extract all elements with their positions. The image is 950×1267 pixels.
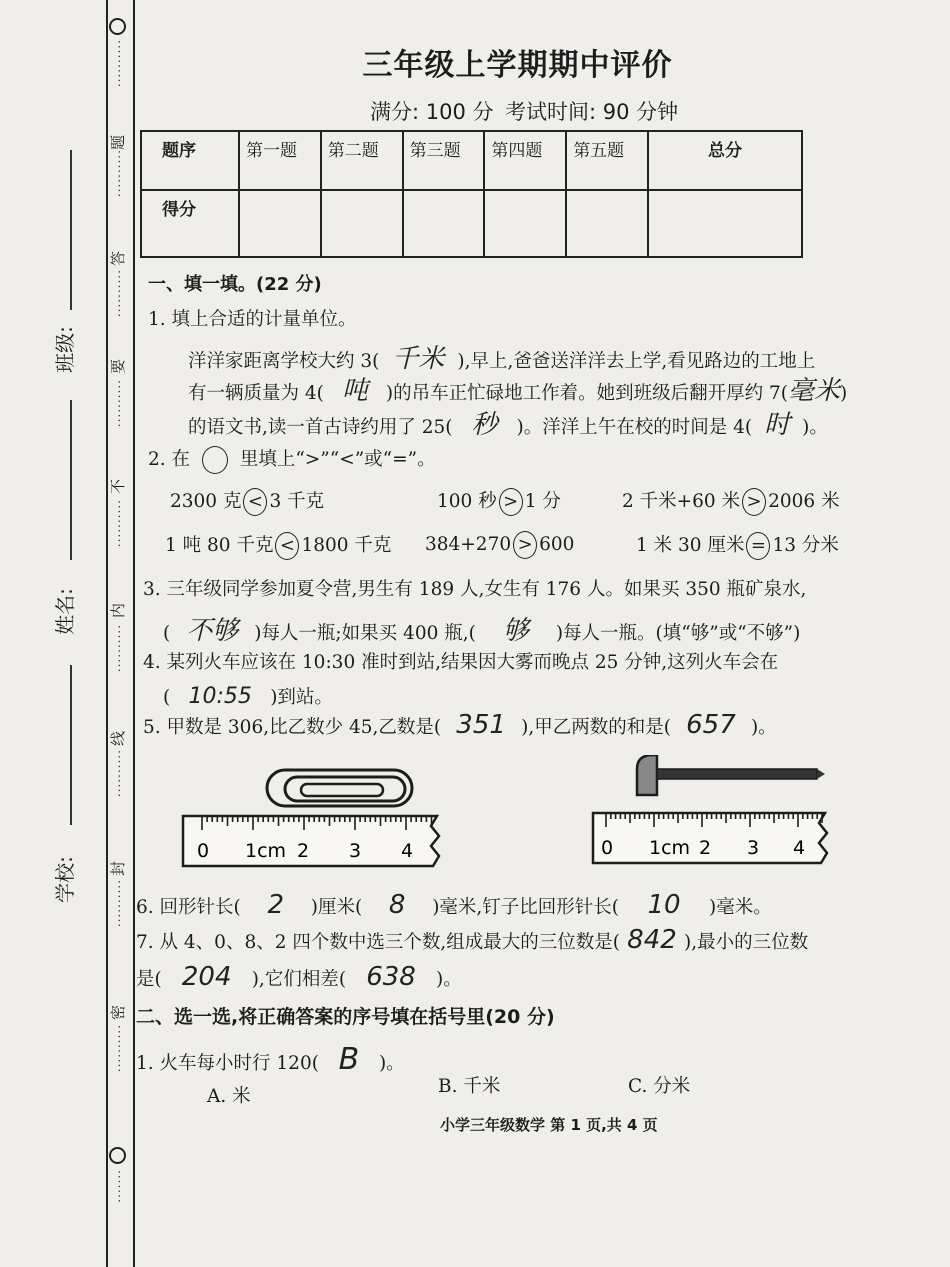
answer-blank[interactable]: 842 <box>627 925 677 955</box>
score-cell[interactable] <box>321 190 403 257</box>
option-c[interactable]: C. 分米 <box>628 1076 691 1097</box>
q3-line2 <box>163 610 800 647</box>
class-blank[interactable] <box>70 150 72 310</box>
margin-line-right <box>133 0 135 1267</box>
score-cell[interactable] <box>403 190 485 257</box>
text: ),它们相差( <box>251 969 347 990</box>
exam-time: 考试时间: 90 分钟 <box>505 100 679 124</box>
answer-blank[interactable]: 毫米 <box>787 376 840 406</box>
ruler-label: 2 <box>699 837 712 859</box>
seal-char-bu: 不 <box>109 478 128 495</box>
ruler-label: 3 <box>349 840 362 862</box>
q3-line1: 3. 三年级同学参加夏令营,男生有 189 人,女生有 176 人。如果买 350 瓶矿泉水, <box>143 579 807 600</box>
school-blank[interactable] <box>70 665 72 825</box>
full-score: 满分: 100 分 <box>370 100 494 124</box>
answer-blank[interactable]: 638 <box>366 962 416 992</box>
answer-blank[interactable]: 8 <box>388 890 406 920</box>
seal-dots: ·········· <box>112 750 126 799</box>
option-a[interactable]: A. 米 <box>207 1086 251 1107</box>
school-label: 学校: <box>52 856 77 903</box>
text: 2. 在 <box>148 449 191 470</box>
compare-answer[interactable]: > <box>499 488 523 516</box>
compare-item <box>165 531 391 560</box>
answer-blank[interactable]: 秒 <box>471 410 498 440</box>
answer-blank[interactable]: 351 <box>456 710 506 740</box>
name-label: 姓名: <box>52 588 77 635</box>
text: 100 秒 <box>437 491 497 512</box>
ruler-label: 4 <box>401 840 414 862</box>
compare-item <box>437 487 561 516</box>
q6-line <box>136 890 772 920</box>
text: 600 <box>539 534 575 555</box>
answer-blank[interactable]: 时 <box>764 410 791 440</box>
seal-dots: ·········· <box>112 150 126 199</box>
score-header: 第一题 <box>239 131 321 190</box>
text: 7. 从 4、0、8、2 四个数中选三个数,组成最大的三位数是( <box>136 932 620 953</box>
score-header: 第四题 <box>484 131 566 190</box>
text: 2006 米 <box>768 491 840 512</box>
name-blank[interactable] <box>70 400 72 560</box>
seal-char-yao: 要 <box>109 358 128 375</box>
text: )厘米( <box>310 897 363 918</box>
text: )。洋洋上午在校的时间是 4( <box>516 417 753 438</box>
text: )。 <box>802 417 828 438</box>
ruler-label: 0 <box>601 837 614 859</box>
class-label: 班级: <box>52 326 77 373</box>
compare-answer[interactable]: < <box>275 532 299 560</box>
ruler-left <box>183 816 439 866</box>
score-cell[interactable] <box>239 190 321 257</box>
text: 2 千米+60 米 <box>622 491 741 512</box>
compare-answer[interactable]: < <box>243 488 267 516</box>
score-cell[interactable] <box>484 190 566 257</box>
compare-item <box>622 487 840 516</box>
text: )每人一瓶。(填“够”或“不够”) <box>555 623 801 644</box>
paperclip-icon <box>267 770 412 806</box>
text: )。 <box>378 1053 405 1074</box>
text: 1 米 30 厘米 <box>636 535 745 556</box>
answer-blank[interactable]: 2 <box>267 890 285 920</box>
option-b[interactable]: B. 千米 <box>438 1076 501 1097</box>
text: 6. 回形针长( <box>136 897 241 918</box>
seal-circle-bottom <box>109 1147 126 1164</box>
text: 2300 克 <box>170 491 242 512</box>
text: ) <box>839 383 848 404</box>
score-cell[interactable] <box>566 190 648 257</box>
ruler-label: 1cm <box>245 840 287 862</box>
exam-title: 三年级上学期期中评价 <box>362 48 673 83</box>
score-header: 第三题 <box>403 131 485 190</box>
seal-dots: ······· <box>112 1170 126 1204</box>
seal-char-feng: 封 <box>109 860 128 877</box>
seal-dots: ·········· <box>112 625 126 674</box>
answer-blank[interactable]: B <box>338 1042 360 1077</box>
text: 1. 火车每小时行 120( <box>136 1053 319 1074</box>
answer-blank[interactable]: 10:55 <box>188 684 252 709</box>
score-header: 总分 <box>648 131 802 190</box>
ruler-label: 2 <box>297 840 310 862</box>
compare-answer[interactable]: > <box>742 488 766 516</box>
ruler-label: 4 <box>793 837 806 859</box>
text: 3 千克 <box>269 491 325 512</box>
q1-line2 <box>188 370 847 407</box>
text: 1 吨 80 千克 <box>165 535 274 556</box>
ruler-label: 0 <box>197 840 210 862</box>
text: )的吊车正忙碌地工作着。她到班级后翻开厚约 7( <box>385 383 788 404</box>
answer-blank[interactable]: 204 <box>181 962 232 992</box>
seal-char-xian: 线 <box>109 730 128 747</box>
text: ),甲乙两数的和是( <box>521 717 671 738</box>
section2-heading: 二、选一选,将正确答案的序号填在括号里(20 分) <box>136 1006 555 1028</box>
text: 里填上“>”“<”或“=”。 <box>239 449 436 470</box>
text: 5. 甲数是 306,比乙数少 45,乙数是( <box>143 717 442 738</box>
text: 洋洋家距离学校大约 3( <box>188 351 380 372</box>
answer-blank[interactable]: 657 <box>686 710 736 740</box>
seal-dots: ·········· <box>112 270 126 319</box>
text: 有一辆质量为 4( <box>188 383 324 404</box>
score-header: 题序 <box>141 131 239 190</box>
q5-line <box>143 710 777 740</box>
compare-item <box>636 531 839 560</box>
text: )毫米,钉子比回形针长( <box>432 897 620 918</box>
score-header: 第二题 <box>321 131 403 190</box>
text: )。 <box>436 969 462 990</box>
text: )。 <box>750 717 777 738</box>
seal-dots: ·········· <box>112 380 126 429</box>
nail-ruler-figure <box>585 755 845 867</box>
compare-item <box>425 531 574 559</box>
q2-title <box>148 445 436 474</box>
seal-circle-top <box>109 18 126 35</box>
text: )每人一瓶;如果买 400 瓶,( <box>254 623 476 644</box>
answer-blank[interactable]: 千米 <box>392 344 445 374</box>
paperclip-ruler-figure <box>175 760 455 872</box>
page-footer: 小学三年级数学 第 1 页,共 4 页 <box>440 1116 658 1134</box>
circle-icon <box>202 446 228 474</box>
seal-char-mi: 密 <box>109 1004 128 1021</box>
q1-line3 <box>188 404 828 441</box>
text: )到站。 <box>270 687 333 708</box>
score-cell-total[interactable] <box>648 190 802 257</box>
ruler-label: 3 <box>747 837 760 859</box>
q4-line2 <box>163 683 333 709</box>
ruler-label: 1cm <box>649 837 691 859</box>
answer-blank[interactable]: 不够 <box>186 616 239 646</box>
q4-line1: 4. 某列火车应该在 10:30 准时到站,结果因大雾而晚点 25 分钟,这列火车会在 <box>143 652 779 673</box>
answer-blank[interactable]: 吨 <box>341 376 368 406</box>
seal-dots: ·········· <box>112 1025 126 1074</box>
q7-line1 <box>136 925 808 955</box>
answer-blank[interactable]: 10 <box>647 890 681 920</box>
seal-char-nei: 内 <box>109 602 128 619</box>
seal-dots: ·········· <box>112 880 126 929</box>
text: )毫米。 <box>709 897 772 918</box>
seal-dots: ·········· <box>112 40 126 89</box>
text: 1 分 <box>524 491 561 512</box>
text: 384+270 <box>425 534 512 555</box>
seal-dots: ·········· <box>112 500 126 549</box>
text: 的语文书,读一首古诗约用了 25( <box>188 417 453 438</box>
compare-answer[interactable]: > <box>513 531 537 559</box>
text: ( <box>163 623 171 644</box>
score-header: 第五题 <box>566 131 648 190</box>
margin-line-left <box>106 0 108 1267</box>
compare-answer[interactable]: = <box>746 532 770 560</box>
text: ),早上,爸爸送洋洋去上学,看见路边的工地上 <box>457 351 816 372</box>
section1-heading: 一、填一填。(22 分) <box>148 274 322 295</box>
text: ),最小的三位数 <box>683 932 809 953</box>
ruler-right <box>593 813 827 863</box>
nail-icon <box>637 755 825 795</box>
seal-char-ti: 题 <box>109 134 128 151</box>
seal-char-da: 答 <box>109 250 128 267</box>
compare-item <box>170 487 324 516</box>
text: 13 分米 <box>772 535 839 556</box>
text: 1800 千克 <box>301 535 392 556</box>
score-row-label: 得分 <box>141 190 239 257</box>
text: 是( <box>136 969 162 990</box>
s2-q1-line <box>136 1042 405 1077</box>
q7-line2 <box>136 962 462 992</box>
text: ( <box>163 687 171 708</box>
q1-title: 1. 填上合适的计量单位。 <box>148 309 357 330</box>
answer-blank[interactable]: 够 <box>502 616 529 646</box>
score-table <box>140 130 803 258</box>
